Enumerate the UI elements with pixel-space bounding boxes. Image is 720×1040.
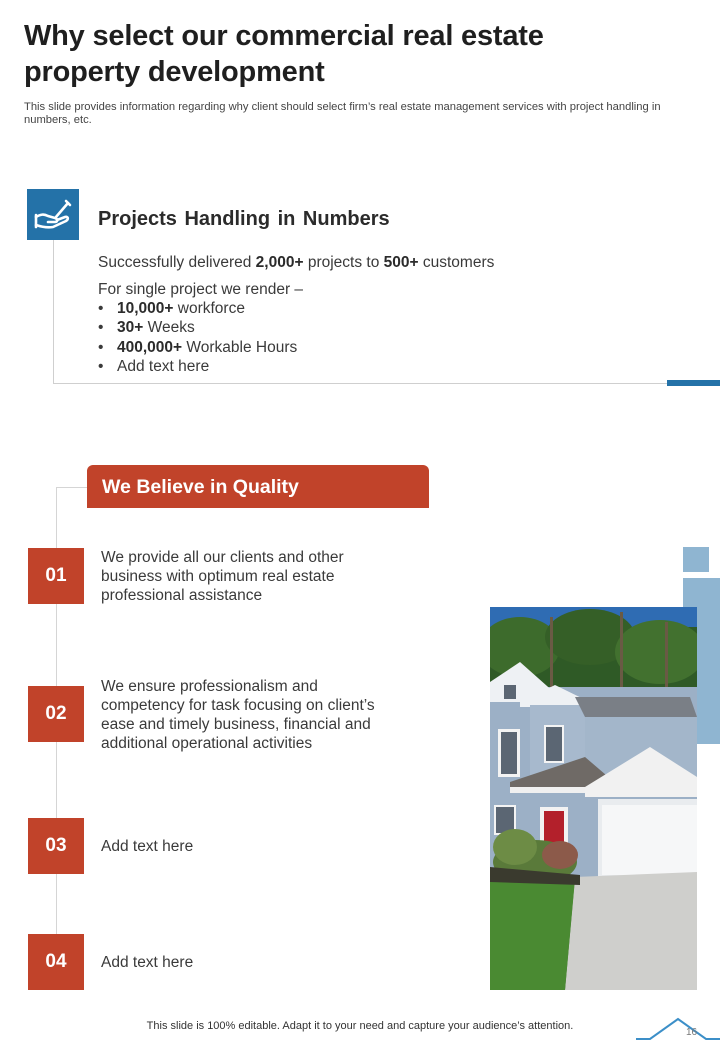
bullet-text: Workable Hours [182,338,298,356]
decorative-square [683,547,709,572]
item-number-01: 01 [28,548,84,604]
bullet-bold: 30+ [117,319,144,337]
item-text-04: Add text here [101,954,194,971]
delivered-projects-count: 2,000+ [255,254,304,271]
delivered-prefix: Successfully delivered [98,254,256,271]
projects-heading: Projects Handling in Numbers [98,208,390,230]
delivered-middle: projects to [303,254,384,271]
page-number: 16 [686,1027,698,1038]
item-text-01: We provide all our clients and other business with optimum real estate professional assistance [101,549,344,604]
item-number-02: 02 [28,686,84,742]
footer-note: This slide is 100% editable. Adapt it to your need and capture your audience’s attention. [146,1020,574,1032]
bullet-text: workforce [173,300,245,317]
bullet-bold: 400,000+ [117,338,183,356]
list-item: • Add text here [98,357,210,375]
single-project-intro: For single project we render – [98,281,304,298]
item-number-03: 03 [28,818,84,874]
projects-frame-vertical [53,240,54,384]
projects-delivered-line [98,253,494,273]
quality-banner-title: We Believe in Quality [102,476,299,498]
quality-connector-line [56,487,88,488]
bullet-text: Weeks [143,319,195,337]
item-text-02: We ensure professionalism and competency for task focusing on client’s ease and timely business, financial and additional operational activities [101,678,375,752]
item-text-03: Add text here [101,838,194,855]
page-subtitle: This slide provides information regarding why client should select firm’s real estate management services with project handling in numbers, etc. [24,101,661,126]
hand-pen-icon [33,198,73,232]
item-number-04: 04 [28,934,84,990]
house-photo [490,607,697,990]
list-item: • 30+ Weeks [98,319,195,337]
single-project-list [98,299,297,376]
list-item: • 10,000+ workforce [98,300,245,317]
bullet-bold: 10,000+ [117,300,174,317]
projects-accent-bar [667,380,720,386]
page-title: Why select our commercial real estate property development [24,20,544,88]
bullet-text: Add text here [117,357,210,375]
projects-icon-box [27,189,79,240]
list-item: • 400,000+ Workable Hours [98,338,298,356]
home-outline-icon [636,1015,720,1040]
delivered-customers-count: 500+ [383,254,419,271]
delivered-suffix: customers [418,254,495,271]
projects-frame-horizontal [53,383,667,384]
